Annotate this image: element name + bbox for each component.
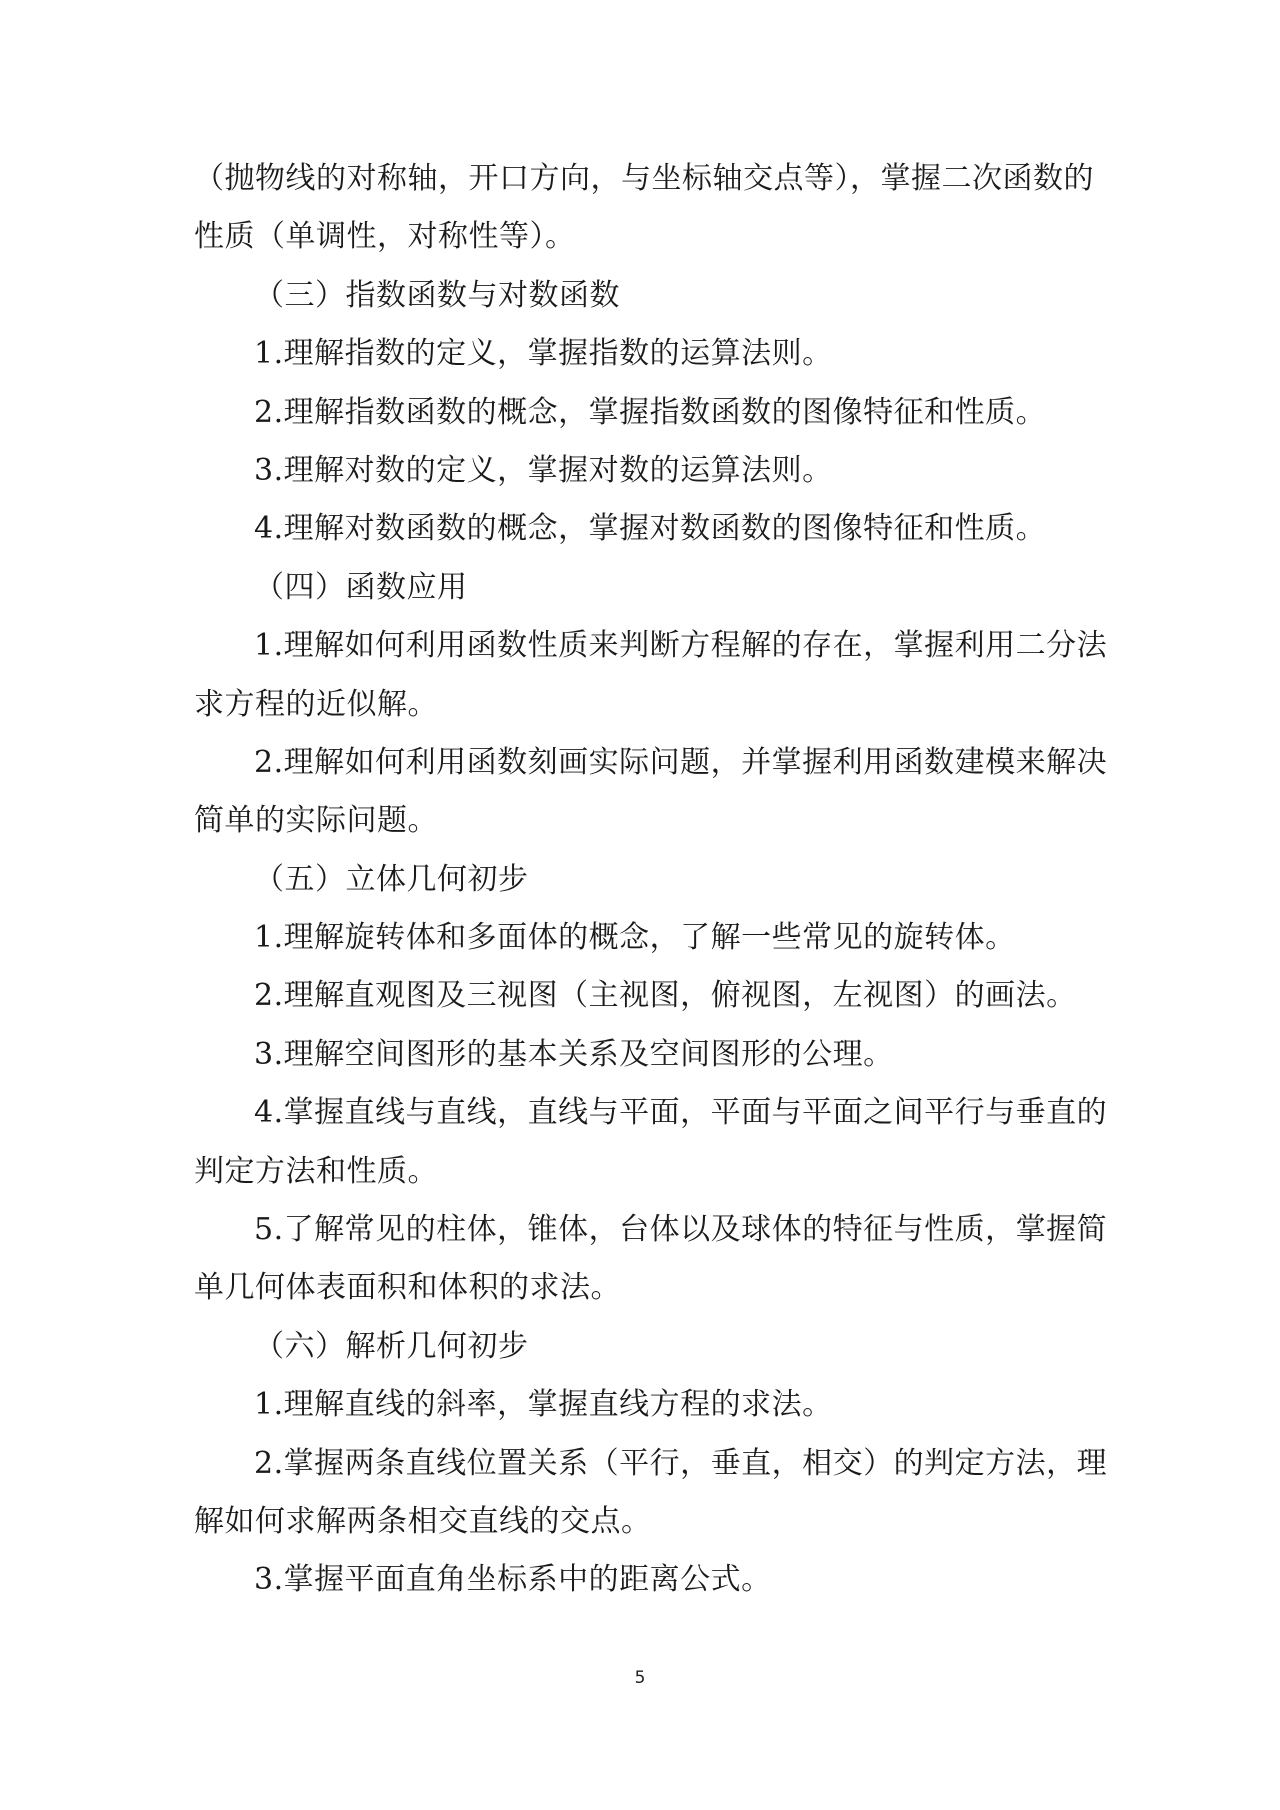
list-item: 1.理解直线的斜率，掌握直线方程的求法。 [254, 1387, 833, 1423]
text-line: 解如何求解两条相交直线的交点。 [194, 1503, 652, 1539]
list-item: 2.理解指数函数的概念，掌握指数函数的图像特征和性质。 [254, 394, 1047, 430]
section-heading: （三）指数函数与对数函数 [254, 277, 620, 313]
text-line: 求方程的近似解。 [194, 686, 438, 722]
section-heading: （六）解析几何初步 [254, 1328, 529, 1364]
list-item: 2.理解如何利用函数刻画实际问题，并掌握利用函数建模来解决 [254, 744, 1108, 780]
text-line: 判定方法和性质。 [194, 1153, 438, 1189]
text-line: 简单的实际问题。 [194, 803, 438, 839]
section-heading: （五）立体几何初步 [254, 861, 529, 897]
list-item: 3.理解对数的定义，掌握对数的运算法则。 [254, 452, 833, 488]
list-item: 4.理解对数函数的概念，掌握对数函数的图像特征和性质。 [254, 511, 1047, 547]
list-item: 1.理解指数的定义，掌握指数的运算法则。 [254, 336, 833, 372]
list-item: 3.掌握平面直角坐标系中的距离公式。 [254, 1562, 772, 1598]
list-item: 1.理解如何利用函数性质来判断方程解的存在，掌握利用二分法 [254, 628, 1108, 664]
list-item: 3.理解空间图形的基本关系及空间图形的公理。 [254, 1036, 894, 1072]
text-line: 性质（单调性，对称性等）。 [194, 219, 576, 255]
page-content [194, 150, 1108, 1610]
text-line: 单几何体表面积和体积的求法。 [194, 1270, 621, 1306]
list-item: 1.理解旋转体和多面体的概念，了解一些常见的旋转体。 [254, 920, 1016, 956]
page-number: 5 [634, 1668, 646, 1688]
list-item: 4.掌握直线与直线，直线与平面，平面与平面之间平行与垂直的 [254, 1095, 1108, 1131]
section-heading: （四）函数应用 [254, 569, 468, 605]
list-item: 5.了解常见的柱体，锥体，台体以及球体的特征与性质，掌握简 [254, 1212, 1108, 1248]
text-line: （抛物线的对称轴，开口方向，与坐标轴交点等），掌握二次函数的 [194, 161, 1094, 196]
list-item: 2.掌握两条直线位置关系（平行，垂直，相交）的判定方法，理 [254, 1445, 1108, 1481]
list-item: 2.理解直观图及三视图（主视图，俯视图，左视图）的画法。 [254, 978, 1077, 1014]
